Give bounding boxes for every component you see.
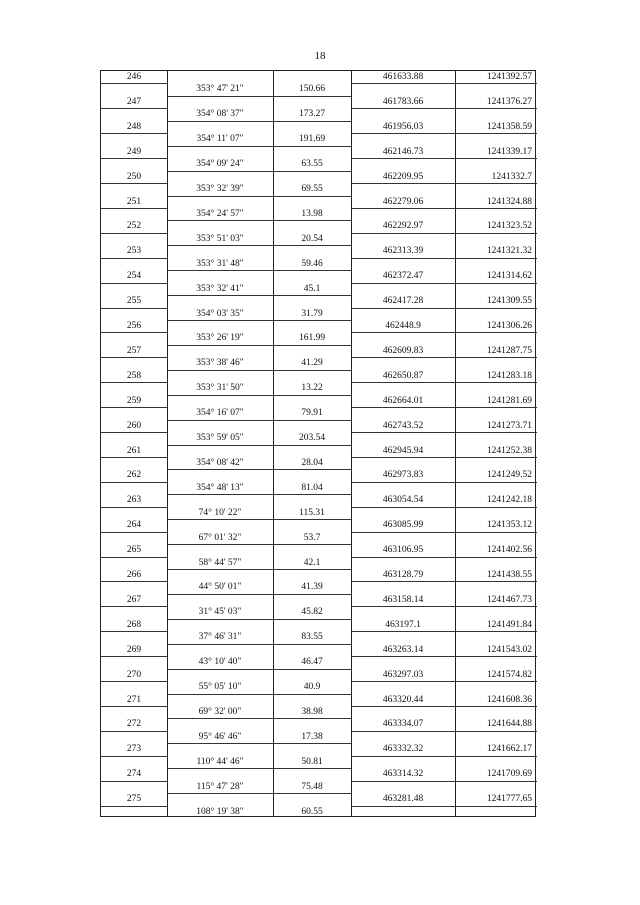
x-coordinate: 463320.44 xyxy=(382,694,424,705)
point-number: 269 xyxy=(126,644,142,655)
x-coordinate: 463297.03 xyxy=(382,669,424,680)
segment-distance: 161.99 xyxy=(298,333,326,344)
point-number: 248 xyxy=(126,121,142,132)
y-coordinate: 1241252.38 xyxy=(486,445,532,456)
point-number: 256 xyxy=(126,321,142,331)
row-divider xyxy=(101,482,167,483)
y-coordinate: 1241709.69 xyxy=(486,769,532,780)
y-coordinate: 1241332.7 xyxy=(491,171,532,182)
y-coordinate: 1241353.12 xyxy=(486,520,532,531)
point-number: 251 xyxy=(126,196,142,207)
point-number: 253 xyxy=(126,246,142,257)
segment-distance: 38.98 xyxy=(301,706,323,717)
row-divider xyxy=(351,606,537,607)
row-divider xyxy=(101,756,167,757)
point-number: 260 xyxy=(126,420,142,431)
segment-distance: 46.47 xyxy=(301,657,323,668)
bearing-angle: 353° 32' 41" xyxy=(196,283,244,294)
x-coordinate: 462209.95 xyxy=(382,171,424,182)
row-divider xyxy=(101,158,167,159)
x-coordinate: 462973.83 xyxy=(382,470,424,481)
row-divider xyxy=(101,407,167,408)
row-divider xyxy=(101,457,167,458)
y-coordinate: 1241314.62 xyxy=(486,271,532,282)
row-divider xyxy=(351,482,537,483)
row-divider xyxy=(101,731,167,732)
row-divider xyxy=(167,469,351,470)
y-coordinate: 1241242.18 xyxy=(486,495,532,506)
y-coordinate: 1241273.71 xyxy=(486,420,532,431)
segment-distance: 20.54 xyxy=(301,233,323,244)
bearing-angle: 353° 31' 50" xyxy=(196,383,244,394)
x-coordinate: 463263.14 xyxy=(382,644,424,655)
row-divider xyxy=(167,619,351,620)
bearing-angle: 108° 19' 38" xyxy=(196,806,244,817)
bearing-angle: 74° 10' 22" xyxy=(198,507,242,518)
point-number: 267 xyxy=(126,594,142,605)
segment-distance: 63.55 xyxy=(301,159,323,170)
bearing-angle: 353° 32' 39" xyxy=(196,184,244,195)
x-coordinate: 461783.66 xyxy=(382,96,424,107)
point-number: 268 xyxy=(126,619,142,630)
x-coordinate: 462664.01 xyxy=(382,395,424,406)
row-divider xyxy=(167,171,351,172)
point-number: 250 xyxy=(126,171,142,182)
point-number: 271 xyxy=(126,694,142,705)
segment-distance: 17.38 xyxy=(301,731,323,742)
segment-distance: 53.7 xyxy=(303,532,321,543)
y-coordinate: 1241402.56 xyxy=(486,545,532,556)
row-divider xyxy=(101,283,167,284)
row-divider xyxy=(167,694,351,695)
row-divider xyxy=(167,793,351,794)
x-coordinate: 461633.88 xyxy=(382,72,424,82)
y-coordinate: 1241608.36 xyxy=(486,694,532,705)
bearing-angle: 353° 31' 48" xyxy=(196,258,244,269)
point-number: 273 xyxy=(126,744,142,755)
y-coordinate: 1241777.65 xyxy=(486,794,532,805)
bearing-angle: 110° 44' 46" xyxy=(196,756,244,767)
segment-distance: 75.48 xyxy=(301,781,323,792)
row-divider xyxy=(351,756,537,757)
point-number: 272 xyxy=(126,719,142,730)
row-divider xyxy=(167,96,351,97)
row-divider xyxy=(351,283,537,284)
row-divider xyxy=(351,108,537,109)
point-number: 266 xyxy=(126,570,142,580)
row-divider xyxy=(351,507,537,508)
row-divider xyxy=(101,432,167,433)
point-number: 261 xyxy=(126,445,142,456)
segment-distance: 81.04 xyxy=(301,482,323,493)
row-divider xyxy=(351,457,537,458)
row-divider xyxy=(101,557,167,558)
point-number: 247 xyxy=(126,96,142,107)
row-divider xyxy=(101,183,167,184)
row-divider xyxy=(167,345,351,346)
row-divider xyxy=(351,407,537,408)
row-divider xyxy=(351,681,537,682)
bearing-angle: 354° 48' 13" xyxy=(196,482,244,493)
bearing-angle: 43° 10' 40" xyxy=(198,657,242,668)
row-divider xyxy=(101,806,167,807)
row-divider xyxy=(167,544,351,545)
bearing-angle: 58° 44' 57" xyxy=(198,557,242,568)
y-coordinate: 1241376.27 xyxy=(486,96,532,107)
x-coordinate: 462945.94 xyxy=(382,445,424,456)
row-divider xyxy=(351,581,537,582)
row-divider xyxy=(351,382,537,383)
row-divider xyxy=(167,594,351,595)
row-divider xyxy=(167,494,351,495)
row-divider xyxy=(167,718,351,719)
x-coordinate: 462279.06 xyxy=(382,196,424,207)
row-divider xyxy=(167,420,351,421)
row-divider xyxy=(351,806,537,807)
row-divider xyxy=(351,208,537,209)
segment-distance: 31.79 xyxy=(301,308,323,319)
bearing-angle: 37° 46' 31" xyxy=(198,632,242,643)
segment-distance: 203.54 xyxy=(298,433,326,444)
segment-distance: 60.55 xyxy=(301,806,323,817)
bearing-angle: 353° 38' 46" xyxy=(196,358,244,369)
y-coordinate: 1241543.02 xyxy=(486,644,532,655)
bearing-angle: 44° 50' 01" xyxy=(198,582,242,593)
row-divider xyxy=(351,233,537,234)
point-number: 274 xyxy=(126,769,142,780)
bearing-angle: 354° 24' 57" xyxy=(196,208,244,219)
segment-distance: 115.31 xyxy=(299,507,325,518)
bearing-angle: 115° 47' 28" xyxy=(196,781,244,792)
segment-distance: 83.55 xyxy=(301,632,323,643)
y-coordinate: 1241644.88 xyxy=(486,719,532,730)
point-number: 262 xyxy=(126,470,142,481)
x-coordinate: 461956.03 xyxy=(382,121,424,132)
row-divider xyxy=(101,581,167,582)
row-divider xyxy=(101,357,167,358)
bearing-angle: 31° 45' 03" xyxy=(198,607,242,618)
x-coordinate: 462650.87 xyxy=(382,370,424,381)
x-coordinate: 462372.47 xyxy=(382,271,424,282)
bearing-angle: 354° 09' 24" xyxy=(196,159,244,170)
bearing-angle: 354° 08' 42" xyxy=(196,457,244,468)
x-coordinate: 463106.95 xyxy=(382,545,424,556)
bearing-angle: 353° 47' 21" xyxy=(196,84,244,95)
row-divider xyxy=(167,146,351,147)
row-divider xyxy=(167,569,351,570)
row-divider xyxy=(101,606,167,607)
x-coordinate: 462417.28 xyxy=(382,296,424,307)
row-divider xyxy=(101,656,167,657)
x-coordinate: 462313.39 xyxy=(382,246,424,257)
row-divider xyxy=(351,133,537,134)
row-divider xyxy=(167,743,351,744)
row-divider xyxy=(167,196,351,197)
row-divider xyxy=(167,445,351,446)
x-coordinate: 462743.52 xyxy=(382,420,424,431)
x-coordinate: 462448.9 xyxy=(385,321,421,331)
row-divider xyxy=(167,519,351,520)
segment-distance: 41.29 xyxy=(301,358,323,369)
row-divider xyxy=(351,183,537,184)
bearing-angle: 69° 32' 00" xyxy=(198,706,242,717)
x-coordinate: 463332.32 xyxy=(382,744,424,755)
y-coordinate: 1241574.82 xyxy=(486,669,532,680)
x-coordinate: 462292.97 xyxy=(382,221,424,232)
point-number: 257 xyxy=(126,345,142,356)
row-divider xyxy=(101,133,167,134)
row-divider xyxy=(167,370,351,371)
y-coordinate: 1241339.17 xyxy=(486,146,532,157)
bearing-angle: 354° 11' 07" xyxy=(196,134,244,145)
bearing-angle: 354° 03' 35" xyxy=(196,308,244,319)
y-coordinate: 1241467.73 xyxy=(486,594,532,605)
segment-distance: 150.66 xyxy=(298,84,326,95)
point-number: 265 xyxy=(126,545,142,556)
segment-distance: 59.46 xyxy=(301,258,323,269)
row-divider xyxy=(167,121,351,122)
x-coordinate: 463197.1 xyxy=(385,619,421,630)
row-divider xyxy=(101,83,167,84)
row-divider xyxy=(101,233,167,234)
point-number: 259 xyxy=(126,395,142,406)
y-coordinate: 1241321.32 xyxy=(486,246,532,257)
y-coordinate: 1241309.55 xyxy=(486,296,532,307)
row-divider xyxy=(351,83,537,84)
row-divider xyxy=(167,768,351,769)
point-number: 255 xyxy=(126,296,142,307)
y-coordinate: 1241281.69 xyxy=(486,395,532,406)
segment-distance: 69.55 xyxy=(301,184,323,195)
row-divider xyxy=(351,357,537,358)
point-number: 275 xyxy=(126,794,142,805)
row-divider xyxy=(167,320,351,321)
bearing-angle: 353° 26' 19" xyxy=(196,333,244,344)
row-divider xyxy=(101,332,167,333)
bearing-angle: 354° 16' 07" xyxy=(196,408,244,419)
row-divider xyxy=(351,706,537,707)
point-number: 252 xyxy=(126,221,142,232)
point-number: 258 xyxy=(126,370,142,381)
x-coordinate: 463281.48 xyxy=(382,794,424,805)
x-coordinate: 463128.79 xyxy=(382,570,424,580)
y-coordinate: 1241358.59 xyxy=(486,121,532,132)
row-divider xyxy=(351,308,537,309)
row-divider xyxy=(101,308,167,309)
y-coordinate: 1241392.57 xyxy=(486,72,532,82)
x-coordinate: 463314.32 xyxy=(382,769,424,780)
row-divider xyxy=(351,258,537,259)
point-number: 263 xyxy=(126,495,142,506)
row-divider xyxy=(101,258,167,259)
x-coordinate: 462146.73 xyxy=(382,146,424,157)
row-divider xyxy=(351,731,537,732)
y-coordinate: 1241324.88 xyxy=(486,196,532,207)
row-divider xyxy=(101,382,167,383)
row-divider xyxy=(167,220,351,221)
row-divider xyxy=(167,395,351,396)
bearing-angle: 55° 05' 10" xyxy=(198,682,242,693)
row-divider xyxy=(167,295,351,296)
point-number: 270 xyxy=(126,669,142,680)
y-coordinate: 1241283.18 xyxy=(486,370,532,381)
segment-distance: 50.81 xyxy=(301,756,323,767)
x-coordinate: 463334.07 xyxy=(382,719,424,730)
segment-distance: 42.1 xyxy=(303,557,321,568)
bearing-angle: 353° 51' 03" xyxy=(196,233,244,244)
row-divider xyxy=(351,656,537,657)
point-number: 249 xyxy=(126,146,142,157)
row-divider xyxy=(101,208,167,209)
row-divider xyxy=(101,706,167,707)
segment-distance: 191.69 xyxy=(298,134,326,145)
y-coordinate: 1241287.75 xyxy=(486,345,532,356)
segment-distance: 13.22 xyxy=(301,383,323,394)
row-divider xyxy=(351,332,537,333)
segment-distance: 79.91 xyxy=(301,408,323,419)
row-divider xyxy=(351,557,537,558)
y-coordinate: 1241438.55 xyxy=(486,570,532,580)
segment-distance: 173.27 xyxy=(298,109,326,120)
row-divider xyxy=(101,631,167,632)
row-divider xyxy=(351,158,537,159)
y-coordinate: 1241323.52 xyxy=(486,221,532,232)
row-divider xyxy=(351,781,537,782)
row-divider xyxy=(167,270,351,271)
segment-distance: 45.82 xyxy=(301,607,323,618)
point-number: 264 xyxy=(126,520,142,531)
bearing-angle: 353° 59' 05" xyxy=(196,433,244,444)
bearing-angle: 67° 01' 32" xyxy=(198,532,242,543)
segment-distance: 28.04 xyxy=(301,457,323,468)
row-divider xyxy=(101,781,167,782)
x-coordinate: 462609.83 xyxy=(382,345,424,356)
row-divider xyxy=(101,532,167,533)
bearing-angle: 95° 46' 46" xyxy=(198,731,242,742)
row-divider xyxy=(351,432,537,433)
point-number: 246 xyxy=(126,72,142,82)
row-divider xyxy=(351,532,537,533)
segment-distance: 13.98 xyxy=(301,208,323,219)
y-coordinate: 1241491.84 xyxy=(486,619,532,630)
y-coordinate: 1241662.17 xyxy=(486,744,532,755)
coordinates-table xyxy=(100,70,536,817)
segment-distance: 41.39 xyxy=(301,582,323,593)
row-divider xyxy=(101,681,167,682)
bearing-angle: 354° 08' 37" xyxy=(196,109,244,120)
x-coordinate: 463158.14 xyxy=(382,594,424,605)
segment-distance: 40.9 xyxy=(303,682,321,693)
row-divider xyxy=(167,245,351,246)
row-divider xyxy=(351,631,537,632)
row-divider xyxy=(167,669,351,670)
row-divider xyxy=(101,507,167,508)
y-coordinate: 1241306.26 xyxy=(486,321,532,331)
row-divider xyxy=(101,108,167,109)
x-coordinate: 463085.99 xyxy=(382,520,424,531)
x-coordinate: 463054.54 xyxy=(382,495,424,506)
point-number: 254 xyxy=(126,271,142,282)
y-coordinate: 1241249.52 xyxy=(486,470,532,481)
row-divider xyxy=(167,644,351,645)
segment-distance: 45.1 xyxy=(303,283,321,294)
page-number: 18 xyxy=(314,50,326,62)
